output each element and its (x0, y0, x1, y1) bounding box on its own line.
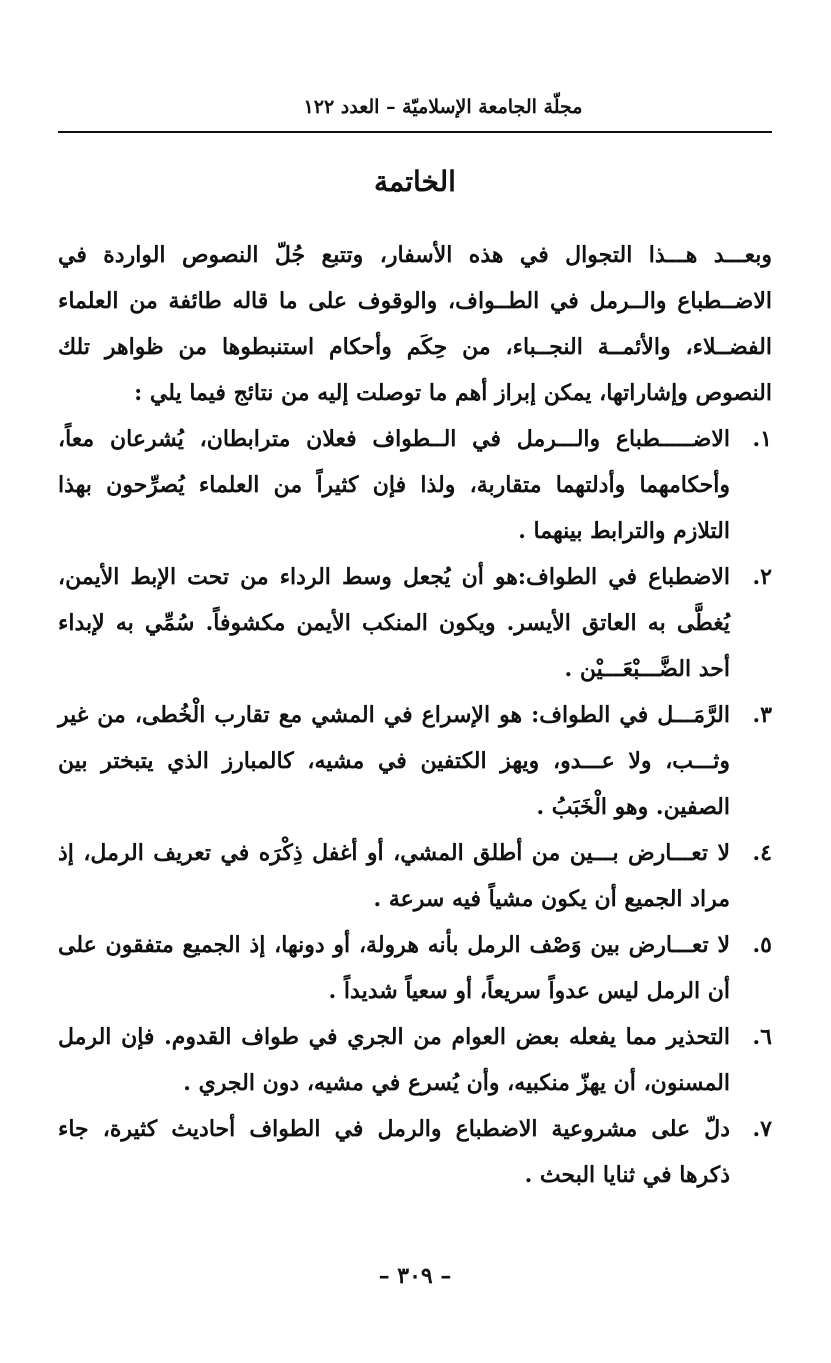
finding-item (58, 416, 772, 554)
finding-number: ١. (752, 426, 772, 452)
finding-text: لا تعـــارض بين وَصْف الرمل بأنه هرولة، أو دونها، إذ الجميع متفقون على أن الرمل ليس عدواً سريعاً، أو سعياً شديداً . (58, 932, 730, 1004)
section-title: الخاتمة (374, 165, 456, 198)
finding-number: ٥. (752, 932, 772, 958)
page-number: – ٣٠٩ – (378, 1263, 452, 1289)
finding-number: ٤. (752, 840, 772, 866)
finding-number: ٢. (752, 564, 772, 590)
body-content (58, 232, 772, 1198)
running-header: مجلّة الجامعة الإسلاميّة – العدد ١٢٢ (303, 96, 583, 118)
finding-number: ٦. (752, 1024, 772, 1050)
finding-item (58, 692, 772, 830)
finding-text: الاضـــــطباع والـــرمل في الــطواف فعلان مترابطان، يُشرعان معاً، وأحكامهما وأدلتهما متقاربة، ولذا فإن كثيراً من العلماء يُصرِّحون بهذا التلازم والترابط بينهما . (58, 426, 730, 544)
finding-text: الرَّمَـــل في الطواف: هو الإسراع في المشي مع تقارب الْخُطى، من غير وثـــب، ولا عـــدو، ويهز الكتفين في مشيه، كالمبارز الذي يتبختر بين الصفين. وهو الْخَبَبُ . (58, 702, 730, 820)
finding-number: ٣. (752, 702, 772, 728)
finding-text: لا تعـــارض بـــين من أطلق المشي، أو أغفل ذِكْرَه في تعريف الرمل، إذ مراد الجميع أن يكون مشياً فيه سرعة . (58, 840, 730, 912)
findings-list (58, 416, 772, 1198)
finding-text: التحذير مما يفعله بعض العوام من الجري في طواف القدوم. فإن الرمل المسنون، أن يهزّ منكبيه، وأن يُسرع في مشيه، دون الجري . (58, 1024, 730, 1096)
finding-item (58, 922, 772, 1014)
finding-item (58, 830, 772, 922)
finding-text: دلّ على مشروعية الاضطباع والرمل في الطواف أحاديث كثيرة، جاء ذكرها في ثنايا البحث . (58, 1116, 730, 1188)
finding-number: ٧. (752, 1116, 772, 1142)
finding-item (58, 554, 772, 692)
finding-item (58, 1014, 772, 1106)
intro-paragraph: وبعـــد هـــذا التجوال في هذه الأسفار، وتتبع جُلّ النصوص الواردة في الاضــطباع والــرمل في الطــواف، والوقوف على ما قاله طائفة من العلماء الفضــلاء، والأئمــة النجــباء، من حِكَم وأحكام استنبطوها من ظواهر تلك النصوص وإشاراتها، يمكن إبراز أهم ما توصلت إليه من نتائج فيما يلي : (58, 242, 772, 406)
finding-text: الاضطباع في الطواف:هو أن يُجعل وسط الرداء من تحت الإبط الأيمن، يُغطَّى به العاتق الأيسر. ويكون المنكب الأيمن مكشوفاً. سُمِّي به لإبداء أحد الضَّـــبْعَـــيْن . (58, 564, 730, 682)
header-divider (58, 131, 772, 133)
finding-item (58, 1106, 772, 1198)
